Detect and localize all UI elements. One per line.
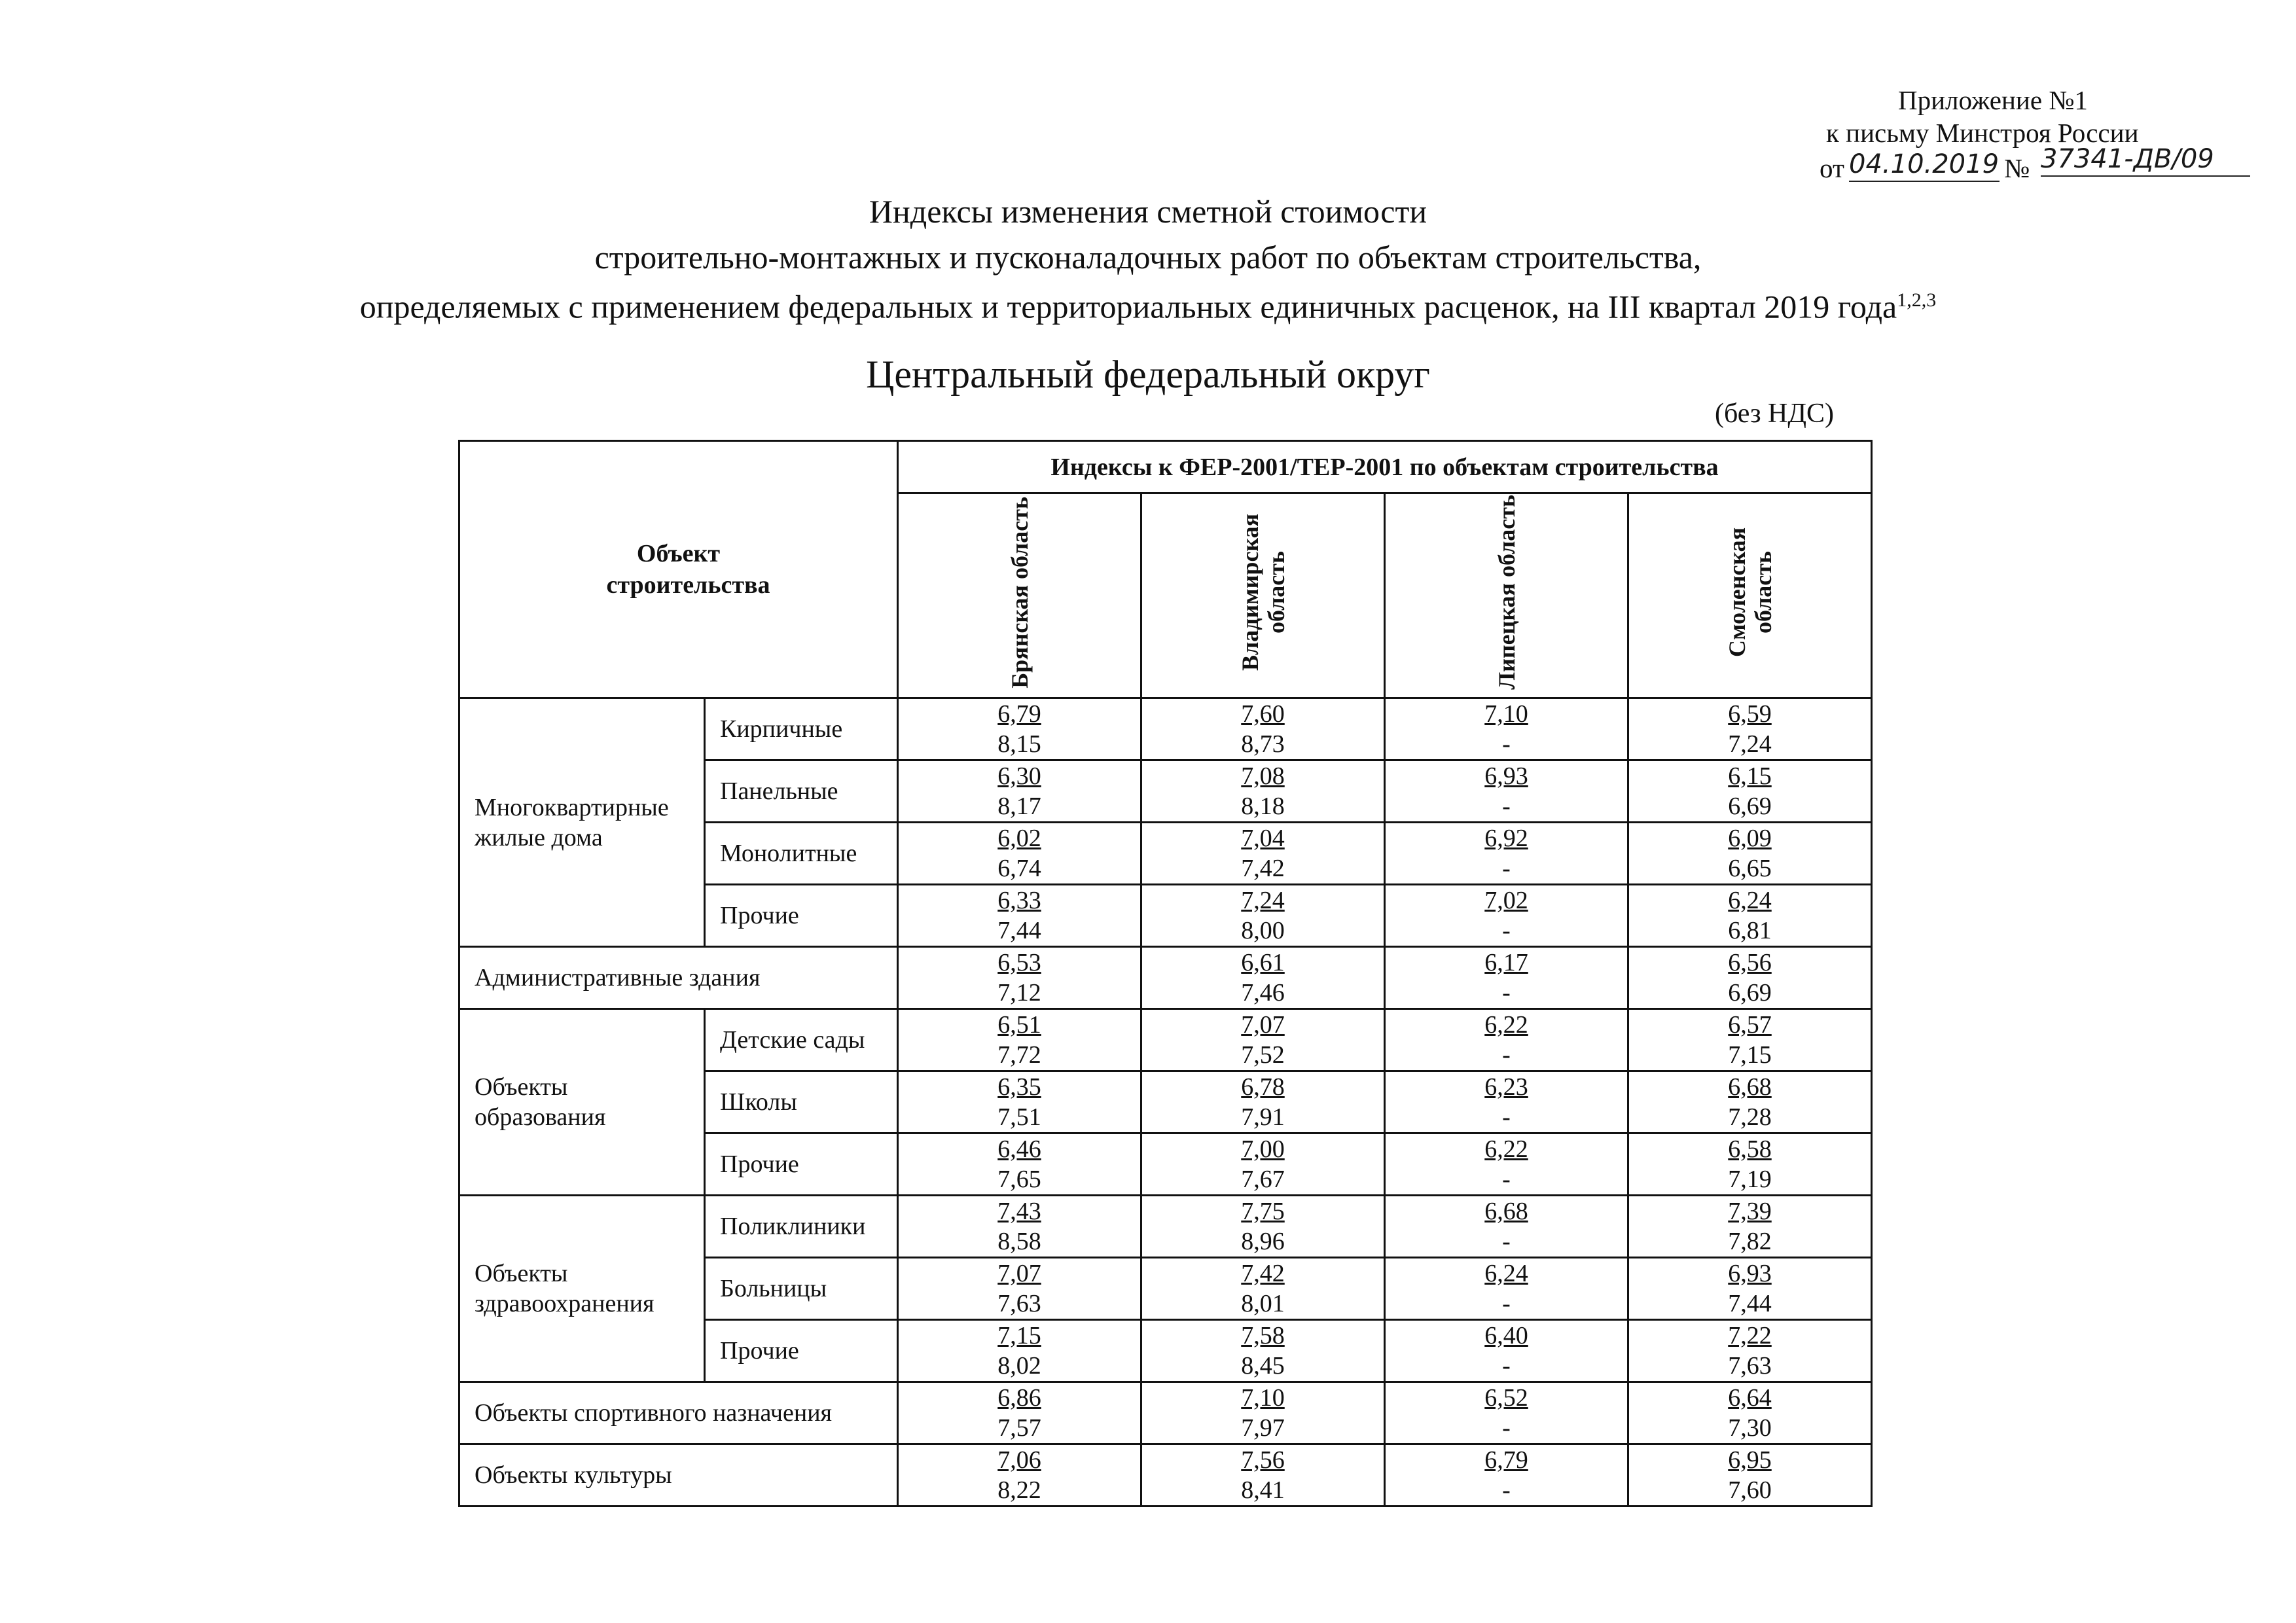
table-row: [459, 698, 1872, 760]
index-ter: 7,42: [1241, 855, 1285, 882]
index-ter: 6,74: [997, 855, 1041, 882]
index-ter: 7,24: [1728, 730, 1772, 758]
index-fer: 6,57: [1728, 1011, 1772, 1039]
index-ter: 7,19: [1728, 1166, 1772, 1193]
title-line3: [0, 277, 2296, 330]
index-fer: 6,23: [1484, 1073, 1528, 1101]
index-ter: 7,12: [997, 979, 1041, 1007]
index-cell: [1141, 823, 1385, 885]
index-cell: [1628, 1009, 1872, 1071]
index-cell: [1385, 1258, 1628, 1320]
index-cell: [1385, 1382, 1628, 1444]
index-cell: [898, 1196, 1141, 1258]
index-ter: -: [1502, 917, 1511, 944]
region-header-label: Владимирская область: [1236, 513, 1289, 671]
index-fer: 6,93: [1484, 762, 1528, 790]
index-cell: [898, 1382, 1141, 1444]
index-cell: [1141, 947, 1385, 1009]
index-cell: [1141, 885, 1385, 947]
index-cell: [1385, 1133, 1628, 1196]
index-ter: 7,44: [997, 917, 1041, 944]
index-fer: 7,07: [1241, 1011, 1285, 1039]
index-fer: 7,06: [997, 1446, 1041, 1474]
object-subtype-label: Больницы: [705, 1258, 898, 1320]
region-header: [898, 493, 1141, 698]
object-group-label-text: Объекты образования: [475, 1073, 606, 1131]
index-ter: 8,73: [1241, 730, 1285, 758]
title-footnotes: 1,2,3: [1897, 289, 1937, 311]
table-row: [459, 1444, 1872, 1507]
index-ter: 8,01: [1241, 1290, 1285, 1317]
region-header: [1628, 493, 1872, 698]
object-subtype-label: Прочие: [705, 1133, 898, 1196]
index-ter: -: [1502, 1352, 1511, 1380]
index-fer: 6,52: [1484, 1384, 1528, 1412]
index-fer: 6,30: [997, 762, 1041, 790]
indices-header: Индексы к ФЕР-2001/ТЕР-2001 по объектам строительства: [898, 441, 1872, 493]
appendix-line2: к письму Минстроя России: [1826, 118, 2139, 148]
index-fer: 7,39: [1728, 1198, 1772, 1225]
index-fer: 6,22: [1484, 1011, 1528, 1039]
index-fer: 6,46: [997, 1135, 1041, 1163]
index-ter: 8,18: [1241, 793, 1285, 820]
index-ter: -: [1502, 793, 1511, 820]
index-cell: [1385, 1009, 1628, 1071]
index-fer: 6,40: [1484, 1322, 1528, 1349]
index-fer: 6,22: [1484, 1135, 1528, 1163]
title-line2: строительно-монтажных и пусконаладочных работ по объектам строительства,: [594, 239, 1702, 276]
index-ter: -: [1502, 1103, 1511, 1131]
region-header-label: Брянская область: [1006, 496, 1033, 688]
index-ter: 7,28: [1728, 1103, 1772, 1131]
index-ter: -: [1502, 1476, 1511, 1504]
object-group-label-text: Объекты здравоохранения: [475, 1260, 655, 1317]
index-fer: 7,24: [1241, 887, 1285, 914]
index-cell: [1628, 1258, 1872, 1320]
index-fer: 6,68: [1728, 1073, 1772, 1101]
object-group-label: Объекты спортивного назначения: [459, 1382, 898, 1444]
object-group-label-text: Многоквартирные жилые дома: [475, 793, 669, 851]
index-fer: 7,42: [1241, 1260, 1285, 1287]
index-fer: 6,35: [997, 1073, 1041, 1101]
region-header-label: Липецкая область: [1493, 495, 1520, 690]
index-fer: 7,08: [1241, 762, 1285, 790]
index-fer: 6,51: [997, 1011, 1041, 1039]
index-cell: [1141, 1009, 1385, 1071]
index-cell: [898, 885, 1141, 947]
index-ter: 7,51: [997, 1103, 1041, 1131]
index-ter: 7,63: [1728, 1352, 1772, 1380]
index-cell: [1628, 947, 1872, 1009]
index-cell: [1141, 1320, 1385, 1382]
index-fer: 6,79: [997, 700, 1041, 728]
table-row: [459, 947, 1872, 1009]
index-fer: 6,93: [1728, 1260, 1772, 1287]
object-subtype-label: Школы: [705, 1071, 898, 1133]
index-fer: 7,56: [1241, 1446, 1285, 1474]
index-ter: 7,44: [1728, 1290, 1772, 1317]
object-subtype-label: Панельные: [705, 760, 898, 823]
index-cell: [1141, 760, 1385, 823]
indices-table: [458, 440, 1873, 1507]
index-ter: 8,15: [997, 730, 1041, 758]
index-cell: [898, 1258, 1141, 1320]
title-line1: Индексы изменения сметной стоимости: [869, 193, 1427, 230]
index-fer: 6,58: [1728, 1135, 1772, 1163]
index-fer: 7,10: [1484, 700, 1528, 728]
vat-note: (без НДС): [1715, 399, 1835, 429]
index-ter: -: [1502, 979, 1511, 1007]
appendix-line3: [1793, 144, 2251, 188]
index-cell: [1385, 1444, 1628, 1507]
index-cell: [1628, 1133, 1872, 1196]
object-subtype-label: Поликлиники: [705, 1196, 898, 1258]
index-fer: 6,24: [1728, 887, 1772, 914]
index-cell: [898, 1320, 1141, 1382]
index-ter: 6,81: [1728, 917, 1772, 944]
index-fer: 6,95: [1728, 1446, 1772, 1474]
index-ter: 6,69: [1728, 793, 1772, 820]
region-header-label: Смоленская область: [1723, 527, 1776, 658]
index-ter: 7,15: [1728, 1041, 1772, 1069]
index-fer: 7,07: [997, 1260, 1041, 1287]
index-cell: [1628, 1320, 1872, 1382]
index-cell: [1628, 1196, 1872, 1258]
index-cell: [1628, 760, 1872, 823]
index-ter: 8,22: [997, 1476, 1041, 1504]
index-fer: 6,59: [1728, 700, 1772, 728]
index-cell: [898, 698, 1141, 760]
index-cell: [898, 760, 1141, 823]
index-cell: [1141, 1444, 1385, 1507]
index-cell: [1385, 1320, 1628, 1382]
index-fer: 7,10: [1241, 1384, 1285, 1412]
appendix-date-handwritten: 04.10.2019: [1849, 148, 2000, 182]
index-fer: 7,04: [1241, 825, 1285, 852]
index-cell: [1141, 1133, 1385, 1196]
index-cell: [1628, 823, 1872, 885]
index-cell: [1385, 1071, 1628, 1133]
index-ter: -: [1502, 730, 1511, 758]
index-fer: 7,02: [1484, 887, 1528, 914]
index-ter: 7,91: [1241, 1103, 1285, 1131]
index-ter: 7,60: [1728, 1476, 1772, 1504]
table-row: [459, 1382, 1872, 1444]
index-fer: 6,68: [1484, 1198, 1528, 1225]
index-ter: 7,63: [997, 1290, 1041, 1317]
index-cell: [1628, 885, 1872, 947]
index-fer: 7,43: [997, 1198, 1041, 1225]
index-cell: [1385, 698, 1628, 760]
index-fer: 6,33: [997, 887, 1041, 914]
index-ter: -: [1502, 1228, 1511, 1255]
appendix-date-prefix: от: [1820, 153, 1844, 183]
index-cell: [1628, 698, 1872, 760]
index-cell: [1385, 760, 1628, 823]
index-cell: [898, 1444, 1141, 1507]
index-ter: 7,57: [997, 1414, 1041, 1442]
index-cell: [1385, 947, 1628, 1009]
index-fer: 6,09: [1728, 825, 1772, 852]
index-fer: 6,56: [1728, 949, 1772, 976]
index-ter: 8,17: [997, 793, 1041, 820]
object-subtype-label: Детские сады: [705, 1009, 898, 1071]
object-group-label: Административные здания: [459, 947, 898, 1009]
index-ter: 8,41: [1241, 1476, 1285, 1504]
object-group-label: Объекты культуры: [459, 1444, 898, 1507]
index-ter: 6,65: [1728, 855, 1772, 882]
index-fer: 6,86: [997, 1384, 1041, 1412]
index-ter: 7,30: [1728, 1414, 1772, 1442]
index-fer: 7,58: [1241, 1322, 1285, 1349]
index-fer: 7,22: [1728, 1322, 1772, 1349]
title-line3-text: определяемых с применением федеральных и территориальных единичных расценок, на III квартал 2019 года: [359, 288, 1897, 325]
object-header: Объект строительства: [459, 441, 898, 698]
index-fer: 6,24: [1484, 1260, 1528, 1287]
index-fer: 6,64: [1728, 1384, 1772, 1412]
appendix-line1: Приложение №1: [1898, 85, 2088, 115]
index-ter: -: [1502, 855, 1511, 882]
index-ter: -: [1502, 1166, 1511, 1193]
index-ter: 8,96: [1241, 1228, 1285, 1255]
index-ter: 7,72: [997, 1041, 1041, 1069]
index-ter: 8,45: [1241, 1352, 1285, 1380]
index-cell: [898, 1133, 1141, 1196]
index-cell: [1385, 823, 1628, 885]
object-subtype-label: Кирпичные: [705, 698, 898, 760]
index-fer: 6,61: [1241, 949, 1285, 976]
index-cell: [1385, 1196, 1628, 1258]
index-cell: [1628, 1444, 1872, 1507]
index-ter: 7,97: [1241, 1414, 1285, 1442]
index-cell: [1628, 1382, 1872, 1444]
index-cell: [898, 1071, 1141, 1133]
index-ter: 7,65: [997, 1166, 1041, 1193]
index-ter: 7,67: [1241, 1166, 1285, 1193]
object-group-label: [459, 1196, 705, 1382]
appendix-number-handwritten: 37341-ДВ/09: [2041, 143, 2250, 177]
object-group-label: [459, 698, 705, 947]
index-fer: 7,60: [1241, 700, 1285, 728]
index-cell: [1141, 1382, 1385, 1444]
index-ter: 8,00: [1241, 917, 1285, 944]
appendix-block: [1793, 84, 2251, 188]
index-fer: 6,79: [1484, 1446, 1528, 1474]
index-cell: [1141, 1196, 1385, 1258]
region-header: [1385, 493, 1628, 698]
index-ter: 8,02: [997, 1352, 1041, 1380]
index-fer: 6,17: [1484, 949, 1528, 976]
district-heading: Центральный федеральный округ: [866, 353, 1430, 396]
index-ter: -: [1502, 1414, 1511, 1442]
index-cell: [1628, 1071, 1872, 1133]
index-cell: [898, 1009, 1141, 1071]
index-cell: [1141, 698, 1385, 760]
index-fer: 6,53: [997, 949, 1041, 976]
index-fer: 7,15: [997, 1322, 1041, 1349]
index-fer: 7,00: [1241, 1135, 1285, 1163]
index-ter: -: [1502, 1041, 1511, 1069]
index-fer: 6,92: [1484, 825, 1528, 852]
index-fer: 6,02: [997, 825, 1041, 852]
index-cell: [1385, 885, 1628, 947]
index-ter: 7,46: [1241, 979, 1285, 1007]
index-fer: 6,15: [1728, 762, 1772, 790]
region-header: [1141, 493, 1385, 698]
index-fer: 7,75: [1241, 1198, 1285, 1225]
object-subtype-label: Прочие: [705, 1320, 898, 1382]
index-ter: 7,52: [1241, 1041, 1285, 1069]
index-cell: [1141, 1071, 1385, 1133]
index-cell: [898, 947, 1141, 1009]
object-subtype-label: Монолитные: [705, 823, 898, 885]
object-group-label: [459, 1009, 705, 1196]
table-row: [459, 1009, 1872, 1071]
index-ter: 8,58: [997, 1228, 1041, 1255]
table-row: [459, 1196, 1872, 1258]
index-cell: [898, 823, 1141, 885]
index-cell: [1141, 1258, 1385, 1320]
index-fer: 6,78: [1241, 1073, 1285, 1101]
index-ter: -: [1502, 1290, 1511, 1317]
index-ter: 7,82: [1728, 1228, 1772, 1255]
index-ter: 6,69: [1728, 979, 1772, 1007]
appendix-number-label: №: [2004, 153, 2030, 183]
object-subtype-label: Прочие: [705, 885, 898, 947]
